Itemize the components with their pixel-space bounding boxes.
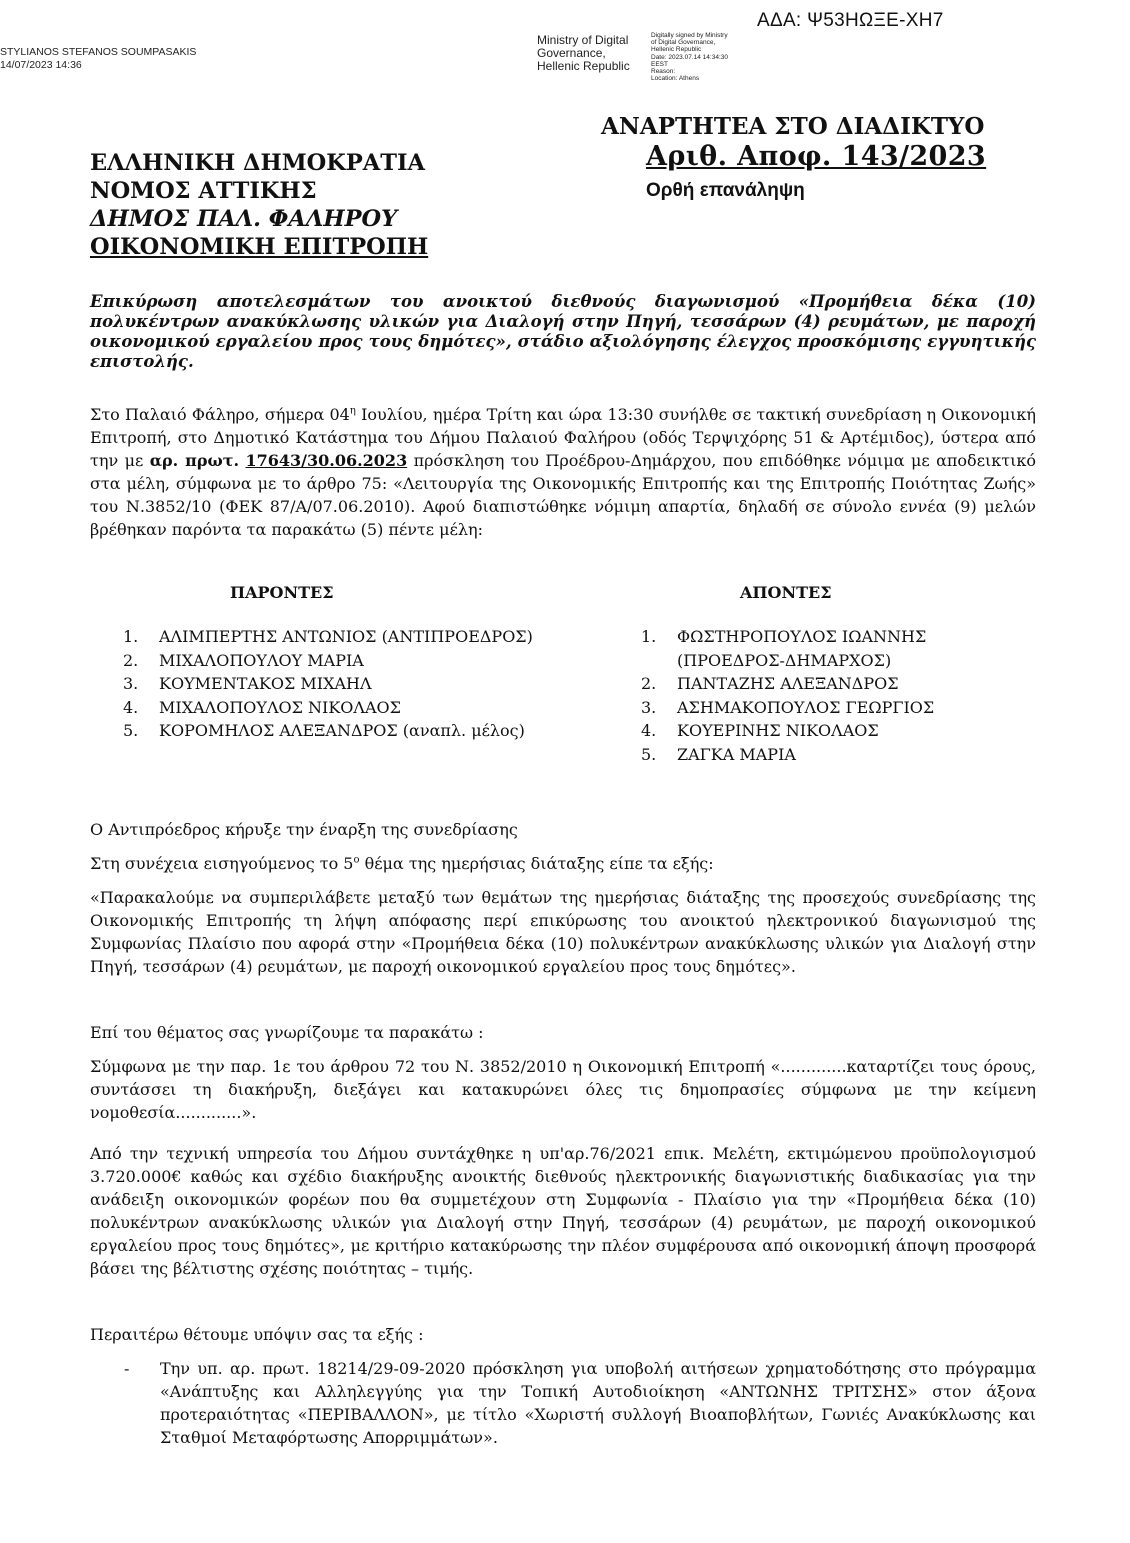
agenda-text: θέμα της ημερήσιας διάταξης είπε τα εξής:: [359, 854, 714, 873]
authority-block: [90, 149, 428, 261]
decision-subject: Επικύρωση αποτελεσμάτων του ανοικτού διεθνούς διαγωνισμού «Προμήθεια δέκα (10) πολυκέντρων ανακύκλωσης υλικών για Διαλογή στην Πηγή, τεσσάρων (4) ρευμάτων, με παροχή οικονομικού εργαλείου προς τους δημότες», στάδιο αξιολόγησης έλεγχος προσκόμισης εγγυητικής επιστολής.: [90, 292, 1036, 371]
list-item: [641, 625, 1001, 672]
item-number: 3.: [123, 674, 139, 693]
topic-paragraph: Επί του θέματος σας γνωρίζουμε τα παρακάτω :: [90, 1023, 484, 1042]
item-number: 1.: [123, 627, 139, 646]
signature-detail-line: Reason:: [651, 68, 676, 76]
intro-paragraph: [90, 403, 1036, 541]
item-number: 2.: [123, 650, 139, 670]
signature-detail-line: Hellenic Republic: [651, 46, 702, 54]
item-number: 1.: [641, 627, 657, 646]
signature-details: [651, 32, 728, 82]
list-item: [123, 649, 533, 673]
study-paragraph: Από την τεχνική υπηρεσία του Δήμου συντάχθηκε η υπ'αρ.76/2021 επικ. Μελέτη, εκτιμώμενου προϋπολογισμού 3.720.000€ καθώς και σχέδιο διακήρυξης ανοικτής διεθνούς ηλεκτρονικής διαγωνιστικής διαδικασίας για την ανάδειξη οικονομικών φορέων που θα συμμετέχουν στη Συμφωνία - Πλαίσιο για την «Προμήθεια δέκα (10) πολυκέντρων ανακύκλωσης υλικών για Διαλογή στην Πηγή, τεσσάρων (4) ρευμάτων, με παροχή οικονομικού εργαλείου προς τους δημότες», με κριτήριο κατακύρωσης την πλέον συμφέρουσα από οικονομική άποψη προσφορά βάσει της βέλτιστης σχέσης ποιότητας – τιμής.: [90, 1144, 1036, 1278]
intro-text: πρόσκληση του Προέδρου-Δημάρχου, που επιδόθηκε νόμιμα με αποδεικτικό στα μέλη, σύμφωνα με το άρθρο 75: «Λειτουργία της Οικονομικής Επιτροπής και της Επιτροπής Ποιότητας Ζωής» του Ν.3852/10 (ΦΕΚ 87/Α/07.06.2010). Αφού διαπιστώθηκε νόμιμη απαρτία, δηλαδή σε σύνολο εννέα (9) μελών βρέθηκαν παρόντα τα παρακάτω (5) πέντε μέλη:: [90, 451, 1037, 539]
decision-number: Αριθ. Αποφ. 143/2023: [646, 141, 987, 172]
signature-detail-line: Digitally signed by Ministry: [651, 32, 728, 39]
member-name: ΜΙΧΑΛΟΠΟΥΛΟΣ ΝΙΚΟΛΑΟΣ: [159, 697, 401, 717]
member-name: ΑΛΙΜΠΕΡΤΗΣ ΑΝΤΩΝΙΟΣ (ΑΝΤΙΠΡΟΕΔΡΟΣ): [159, 627, 533, 646]
ministry-line: Ministry of Digital: [537, 33, 629, 47]
signature-detail-line: Location: Athens: [651, 75, 700, 83]
signature-detail-line: of Digital Governance,: [651, 39, 716, 47]
member-name: ΠΑΝΤΑΖΗΣ ΑΛΕΞΑΝΔΡΟΣ: [677, 674, 899, 693]
list-item: [641, 743, 1001, 767]
agenda-paragraph: [90, 852, 1036, 875]
signer-date: 14/07/2023 14:36: [0, 59, 82, 71]
ref-label: αρ. πρωτ.: [149, 451, 240, 470]
present-list: [123, 625, 533, 743]
signer-stamp: [0, 46, 196, 72]
request-paragraph: «Παρακαλούμε να συμπεριλάβετε μεταξύ των θεμάτων της ημερήσιας διάταξης της προσεχούς συνεδρίασης της Οικονομικής Επιτροπής τη λήψη απόφασης περί επικύρωσης του ανοικτού ηλεκτρονικού διαγωνισμού της Συμφωνίας Πλαίσιο που αφορά στην «Προμήθεια δέκα (10) πολυκέντρων ανακύκλωσης υλικών για Διαλογή στην Πηγή, τεσσάρων (4) ρευμάτων, με παροχή οικονομικού εργαλείου προς τους δημότες».: [90, 888, 1036, 976]
item-number: 5.: [123, 721, 139, 740]
ministry-signature: [537, 34, 630, 73]
intro-sup: η: [349, 405, 356, 417]
member-name: ΚΟΡΟΜΗΛΟΣ ΑΛΕΞΑΝΔΡΟΣ (αναπλ. μέλος): [159, 721, 525, 740]
item-number: 5.: [641, 744, 657, 764]
ref-number: 17643/30.06.2023: [245, 451, 408, 470]
member-name: ΖΑΓΚΑ ΜΑΡΙΑ: [677, 744, 796, 764]
list-item: [641, 672, 1001, 696]
item-number: 4.: [641, 721, 657, 740]
intro-text: Στο Παλαιό Φάληρο, σήμερα 04: [90, 405, 350, 424]
item-number: 4.: [123, 697, 139, 717]
agenda-sup: ο: [353, 854, 360, 866]
signature-detail-line: Date: 2023.07.14 14:34:30: [651, 53, 728, 61]
list-item: [123, 625, 533, 649]
member-name: ΜΙΧΑΛΟΠΟΥΛΟΥ ΜΑΡΙΑ: [159, 650, 364, 670]
list-item: [90, 1357, 1036, 1449]
ada-code: ΑΔΑ: Ψ53ΗΩΞΕ-ΧΗ7: [757, 10, 944, 31]
list-item: [123, 672, 533, 696]
signature-detail-line: EEST: [651, 60, 668, 68]
list-item: [123, 719, 533, 743]
dash-bullet: -: [124, 1359, 130, 1378]
list-item: [641, 696, 1001, 720]
ministry-line: Governance,: [537, 46, 606, 60]
member-name: ΚΟΥΜΕΝΤΑΚΟΣ ΜΙΧΑΗΛ: [159, 674, 372, 693]
member-name: ΚΟΥΕΡΙΝΗΣ ΝΙΚΟΛΑΟΣ: [677, 721, 879, 740]
intro-text: Ιουλίου, ημέρα Τρίτη και ώρα 13:30 συνήλθε σε τακτική συνεδρίαση η Οικονομική Επιτροπή, στο Δημοτικό Κατάστημα του Δήμου Παλαιού Φαλήρου (οδός Τερψιχόρης 51 & Αρτέμιδος), ύστερα από την με: [90, 405, 1037, 470]
authority-prefecture: ΝΟΜΟΣ ΑΤΤΙΚΗΣ: [90, 178, 317, 204]
signer-name: STYLIANOS STEFANOS SOUMPASAKIS: [0, 46, 197, 58]
authority-committee: ΟΙΚΟΝΟΜΙΚΗ ΕΠΙΤΡΟΠΗ: [90, 234, 429, 260]
agenda-text: Στη συνέχεια εισηγούμενος το 5: [90, 854, 354, 873]
absent-list: [641, 625, 1001, 766]
absent-heading: ΑΠΟΝΤΕΣ: [740, 583, 832, 602]
ministry-line: Hellenic Republic: [537, 59, 630, 73]
authority-republic: ΕΛΛΗΝΙΚΗ ΔΗΜΟΚΡΑΤΙΑ: [90, 150, 425, 176]
member-name: ΦΩΣΤΗΡΟΠΟΥΛΟΣ ΙΩΑΝΝΗΣ (ΠΡΟΕΔΡΟΣ-ΔΗΜΑΡΧΟΣ): [677, 627, 927, 670]
member-name: ΑΣΗΜΑΚΟΠΟΥΛΟΣ ΓΕΩΡΓΙΟΣ: [677, 697, 935, 717]
further-paragraph: Περαιτέρω θέτουμε υπόψιν σας τα εξής :: [90, 1325, 424, 1344]
opening-paragraph: Ο Αντιπρόεδρος κήρυξε την έναρξη της συνεδρίασης: [90, 820, 518, 839]
authority-municipality: ΔΗΜΟΣ ΠΑΛ. ΦΑΛΗΡΟΥ: [90, 206, 398, 232]
list-item: [123, 696, 533, 720]
publish-note: ΑΝΑΡΤΗΤΕΑ ΣΤΟ ΔΙΑΔΙΚΤΥΟ: [601, 113, 985, 140]
bullet-text: Την υπ. αρ. πρωτ. 18214/29-09-2020 πρόσκληση για υποβολή αιτήσεων χρηματοδότησης στο πρόγραμμα «Ανάπτυξης και Αλληλεγγύης για την Τοπική Αυτοδιοίκηση «ΑΝΤΩΝΗΣ ΤΡΙΤΣΗΣ» στον άξονα προτεραιότητας «ΠΕΡΙΒΑΛΛΟΝ», με τίτλο «Χωριστή συλλογή Βιοαποβλήτων, Γωνιές Ανακύκλωσης και Σταθμοί Μεταφόρτωσης Απορριμμάτων».: [160, 1359, 1036, 1447]
item-number: 3.: [641, 697, 657, 717]
list-item: [641, 719, 1001, 743]
repetition-note: Ορθή επανάληψη: [646, 180, 805, 201]
present-heading: ΠΑΡΟΝΤΕΣ: [230, 583, 334, 602]
law-paragraph: Σύμφωνα με την παρ. 1ε του άρθρου 72 του Ν. 3852/2010 η Οικονομική Επιτροπή «.............καταρτίζει τους όρους, συντάσσει τη διακήρυξη, διεξάγει και κατακυρώνει όλες τις δημοπρασίες σύμφωνα με την κείμενη νομοθεσία.............».: [90, 1057, 1036, 1122]
item-number: 2.: [641, 674, 657, 693]
